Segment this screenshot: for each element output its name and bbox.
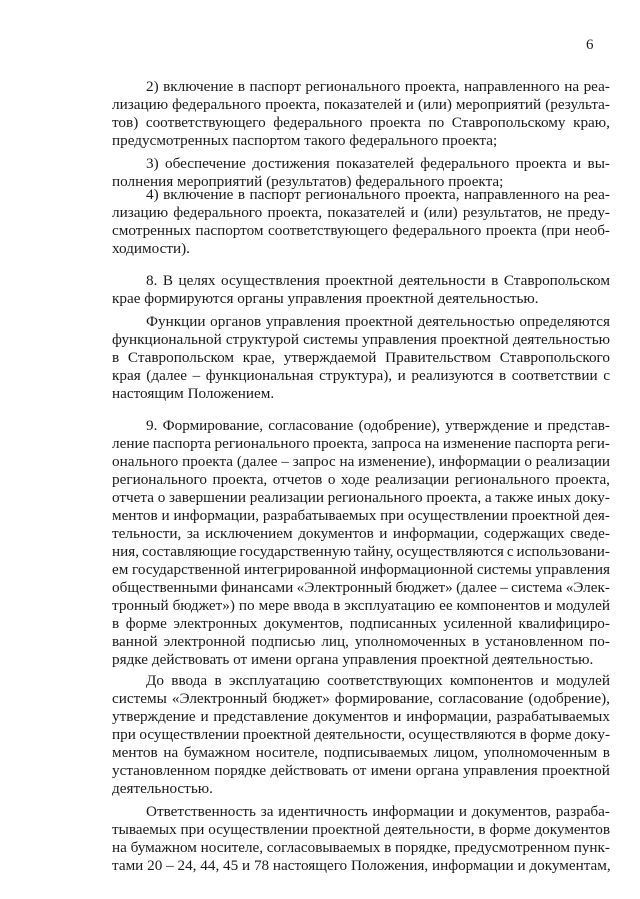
text-line: 9. Формирование, согласование (одобрение), утверждение и представ- — [146, 417, 610, 434]
text-line: утверждение и представление документов и информации, разрабатываемых — [112, 708, 610, 725]
text-line: системы «Электронный бюджет» формирование, согласование (одобрение), — [112, 690, 610, 707]
text-line: в форме электронных документов, подписанных усиленной квалифициро- — [112, 615, 610, 632]
text-line: отчета о завершении реализации регионального проекта, а также иных доку- — [112, 489, 610, 506]
text-line: ление паспорта регионального проекта, запроса на изменение паспорта реги- — [112, 435, 610, 452]
text-line: Функции органов управления проектной деятельностью определяются — [146, 313, 610, 330]
text-line: установленном порядке действовать от имени органа управления проектной — [112, 762, 610, 779]
text-line: лизацию федерального проекта, показателей и (или) мероприятий (результа- — [112, 96, 610, 113]
text-line: тов) соответствующего федерального проекта по Ставропольскому краю, — [112, 114, 610, 131]
text-line: До ввода в эксплуатацию соответствующих компонентов и модулей — [146, 672, 610, 689]
text-line: 3) обеспечение достижения показателей федерального проекта и вы- — [146, 155, 610, 172]
text-line: крае формируются органы управления проектной деятельностью. — [112, 290, 539, 307]
text-line: ния, составляющие государственную тайну, осуществляются с использовани- — [112, 543, 610, 560]
text-line: тронный бюджет») по мере ввода в эксплуатацию ее компонентов и модулей — [112, 597, 610, 614]
text-line: регионального проекта, отчетов о ходе реализации регионального проекта, — [112, 471, 610, 488]
text-line: общественными финансами «Электронный бюджет» (далее – система «Элек- — [112, 579, 610, 596]
text-line: в Ставропольском крае, утверждаемой Правительством Ставропольского — [112, 349, 610, 366]
text-line: 8. В целях осуществления проектной деятельности в Ставропольском — [146, 272, 610, 289]
text-line: рядке действовать от имени органа управления проектной деятельностью. — [112, 651, 594, 668]
text-line: 2) включение в паспорт регионального проекта, направленного на реа- — [146, 78, 610, 95]
text-line: предусмотренных паспортом такого федерального проекта; — [112, 132, 498, 149]
text-line: настоящим Положением. — [112, 385, 275, 402]
text-line: деятельностью. — [112, 780, 213, 797]
text-line: ем государственной интегрированной информационной системы управления — [112, 561, 610, 578]
text-line: при осуществлении проектной деятельности, осуществляются в форме доку- — [112, 726, 610, 743]
text-line: Ответственность за идентичность информации и документов, разраба- — [146, 803, 610, 820]
text-line: ментов и информации, разрабатываемых при осуществлении проектной дея- — [112, 507, 610, 524]
text-line: смотренных паспортом соответствующего федерального проекта (при необ- — [112, 222, 610, 239]
text-line: онального проекта (далее – запрос на изменение), информации о реализации — [112, 453, 610, 470]
text-line: лизацию федерального проекта, показателей и (или) результатов, не преду- — [112, 204, 610, 221]
page-number: 6 — [586, 37, 594, 53]
text-line: тами 20 – 24, 44, 45 и 78 настоящего Положения, информации и документам, — [112, 857, 611, 874]
text-line: тываемых при осуществлении проектной деятельности, в форме документов — [112, 821, 610, 838]
text-line: ванной электронной подписью лиц, уполномоченных в установленном по- — [112, 633, 610, 650]
text-line: края (далее – функциональная структура), и реализуются в соответствии с — [112, 367, 610, 384]
text-line: на бумажном носителе, согласовываемых в порядке, предусмотренном пунк- — [112, 839, 610, 856]
text-line: ходимости). — [112, 240, 190, 257]
text-line: полнения мероприятий (результатов) федерального проекта; — [112, 173, 504, 190]
text-line: функциональной структурой системы управления проектной деятельностью — [112, 331, 610, 348]
text-line: 4) включение в паспорт регионального проекта, направленного на реа- — [146, 186, 610, 203]
text-line: ментов на бумажном носителе, подписываемых лицом, уполномоченным в — [112, 744, 610, 761]
text-line: тельности, за исключением документов и информации, содержащих сведе- — [112, 525, 610, 542]
